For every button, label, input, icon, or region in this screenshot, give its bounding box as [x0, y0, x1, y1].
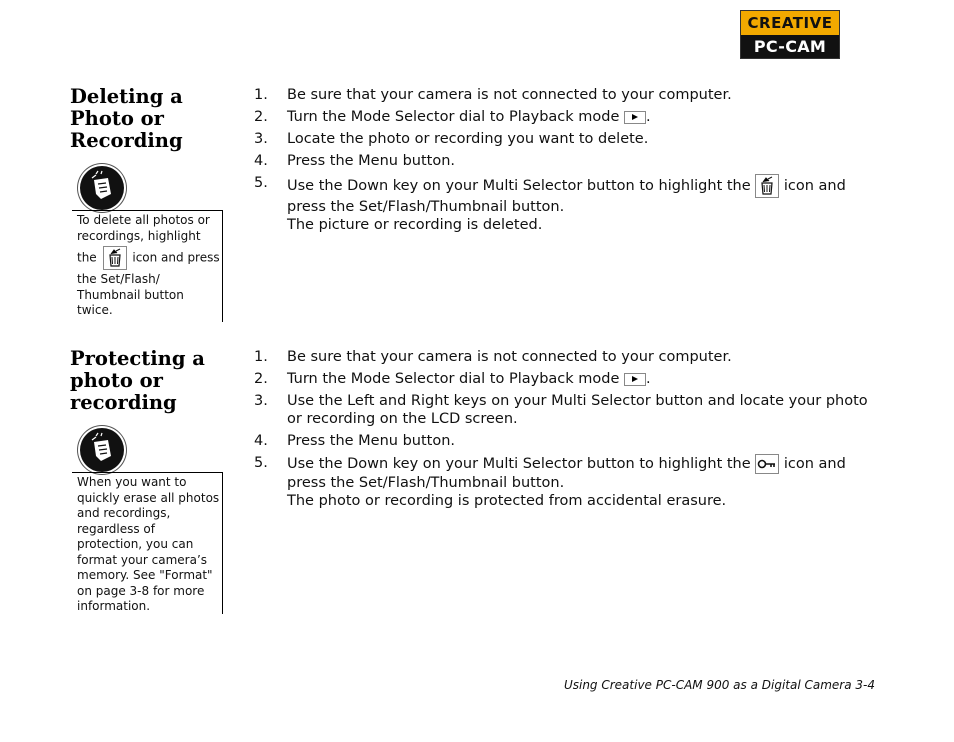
note-hand-icon: [80, 428, 124, 472]
step-result: The photo or recording is protected from accidental erasure.: [287, 493, 727, 509]
trash-icon: [755, 174, 779, 198]
step-item: 4. Press the Menu button.: [254, 153, 456, 169]
step-item: 1. Be sure that your camera is not connected to your computer.: [254, 87, 732, 103]
logo-pc-cam: PC-CAM: [741, 35, 839, 58]
playback-mode-icon: [624, 111, 646, 124]
key-icon: [755, 454, 779, 474]
tip-note-text: When you want to quickly erase all photos and recordings, regardless of protection, you can format your camera’s memory. See "Format" on page 3-8 for more information.: [77, 475, 220, 613]
step-item: 4. Press the Menu button.: [254, 433, 456, 449]
section-heading-delete: Deleting a Photo or Recording: [70, 85, 183, 152]
step-result: The picture or recording is deleted.: [287, 217, 543, 233]
tip-note-text-after: icon and press the Set/Flash/ Thumbnail button twice.: [77, 250, 220, 317]
step-item: 5. Use the Down key on your Multi Selector button to highlight the icon and press the Set/Flash/Thumbnail button. The picture or recording is deleted.: [254, 175, 846, 233]
page-footer: Using Creative PC-CAM 900 as a Digital Camera 3-4: [563, 678, 875, 692]
step-item: 2. Turn the Mode Selector dial to Playback mode .: [254, 371, 651, 387]
note-hand-icon: [80, 166, 124, 210]
playback-mode-icon: [624, 373, 646, 386]
step-item: 2. Turn the Mode Selector dial to Playback mode .: [254, 109, 651, 125]
logo-creative: CREATIVE: [741, 11, 839, 35]
tip-note-protect: [72, 472, 223, 614]
creative-pc-cam-logo: [740, 10, 840, 59]
tip-note-text: To delete all photos or recordings, highlight the: [77, 213, 210, 265]
trash-icon: [103, 246, 127, 270]
steps-list-delete: [254, 86, 884, 238]
step-item: 3. Use the Left and Right keys on your Multi Selector button and locate your photo or recording on the LCD screen.: [254, 393, 868, 427]
step-item: 1. Be sure that your camera is not connected to your computer.: [254, 349, 732, 365]
tip-note-delete: [72, 210, 223, 322]
step-item: 5. Use the Down key on your Multi Selector button to highlight the icon and press the Set/Flash/Thumbnail button. The photo or recording is protected from accidental erasure.: [254, 455, 846, 509]
steps-list-protect: [254, 348, 884, 514]
step-item: 3. Locate the photo or recording you want to delete.: [254, 131, 649, 147]
section-heading-protect: Protecting a photo or recording: [70, 347, 205, 414]
